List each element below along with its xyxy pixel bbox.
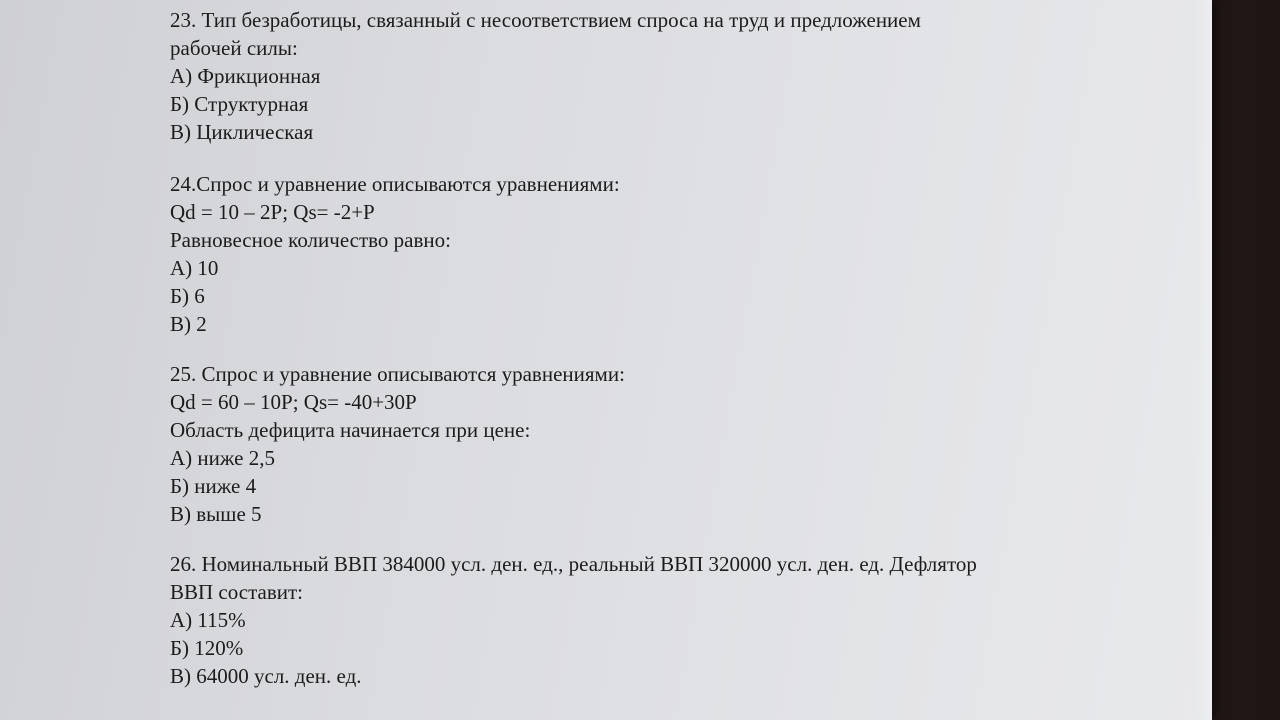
question-24-prompt: Равновесное количество равно: bbox=[170, 228, 451, 252]
question-24-option-b: Б) 6 bbox=[170, 284, 205, 308]
question-23-option-b: Б) Структурная bbox=[170, 92, 309, 116]
question-23-option-a: А) Фрикционная bbox=[170, 64, 321, 88]
question-24 bbox=[170, 170, 620, 338]
question-23 bbox=[170, 6, 921, 146]
question-26-option-a: А) 115% bbox=[170, 608, 246, 632]
question-24-equation: Qd = 10 – 2P; Qs= -2+P bbox=[170, 200, 375, 224]
question-23-title: 23. Тип безработицы, связанный с несоответствием спроса на труд и предложением bbox=[170, 8, 921, 32]
question-24-title: 24.Спрос и уравнение описываются уравнениями: bbox=[170, 172, 620, 196]
question-25-option-b: Б) ниже 4 bbox=[170, 474, 257, 498]
question-24-option-a: А) 10 bbox=[170, 256, 219, 280]
question-25-title: 25. Спрос и уравнение описываются уравнениями: bbox=[170, 362, 625, 386]
question-25-option-a: А) ниже 2,5 bbox=[170, 446, 275, 470]
question-23-option-c: В) Циклическая bbox=[170, 120, 314, 144]
question-26-option-b: Б) 120% bbox=[170, 636, 244, 660]
question-26-title-cont: ВВП составит: bbox=[170, 580, 304, 604]
question-26-title: 26. Номинальный ВВП 384000 усл. ден. ед., реальный ВВП 320000 усл. ден. ед. Дефлятор bbox=[170, 552, 977, 576]
question-25-option-c: В) выше 5 bbox=[170, 502, 262, 526]
question-25 bbox=[170, 360, 625, 528]
question-26-option-c: В) 64000 усл. ден. ед. bbox=[170, 664, 362, 688]
question-26 bbox=[170, 550, 977, 690]
question-24-option-c: В) 2 bbox=[170, 312, 207, 336]
question-25-prompt: Область дефицита начинается при цене: bbox=[170, 418, 531, 442]
paper-edge bbox=[1196, 0, 1212, 720]
question-23-title-cont: рабочей силы: bbox=[170, 36, 298, 60]
question-25-equation: Qd = 60 – 10P; Qs= -40+30P bbox=[170, 390, 417, 414]
